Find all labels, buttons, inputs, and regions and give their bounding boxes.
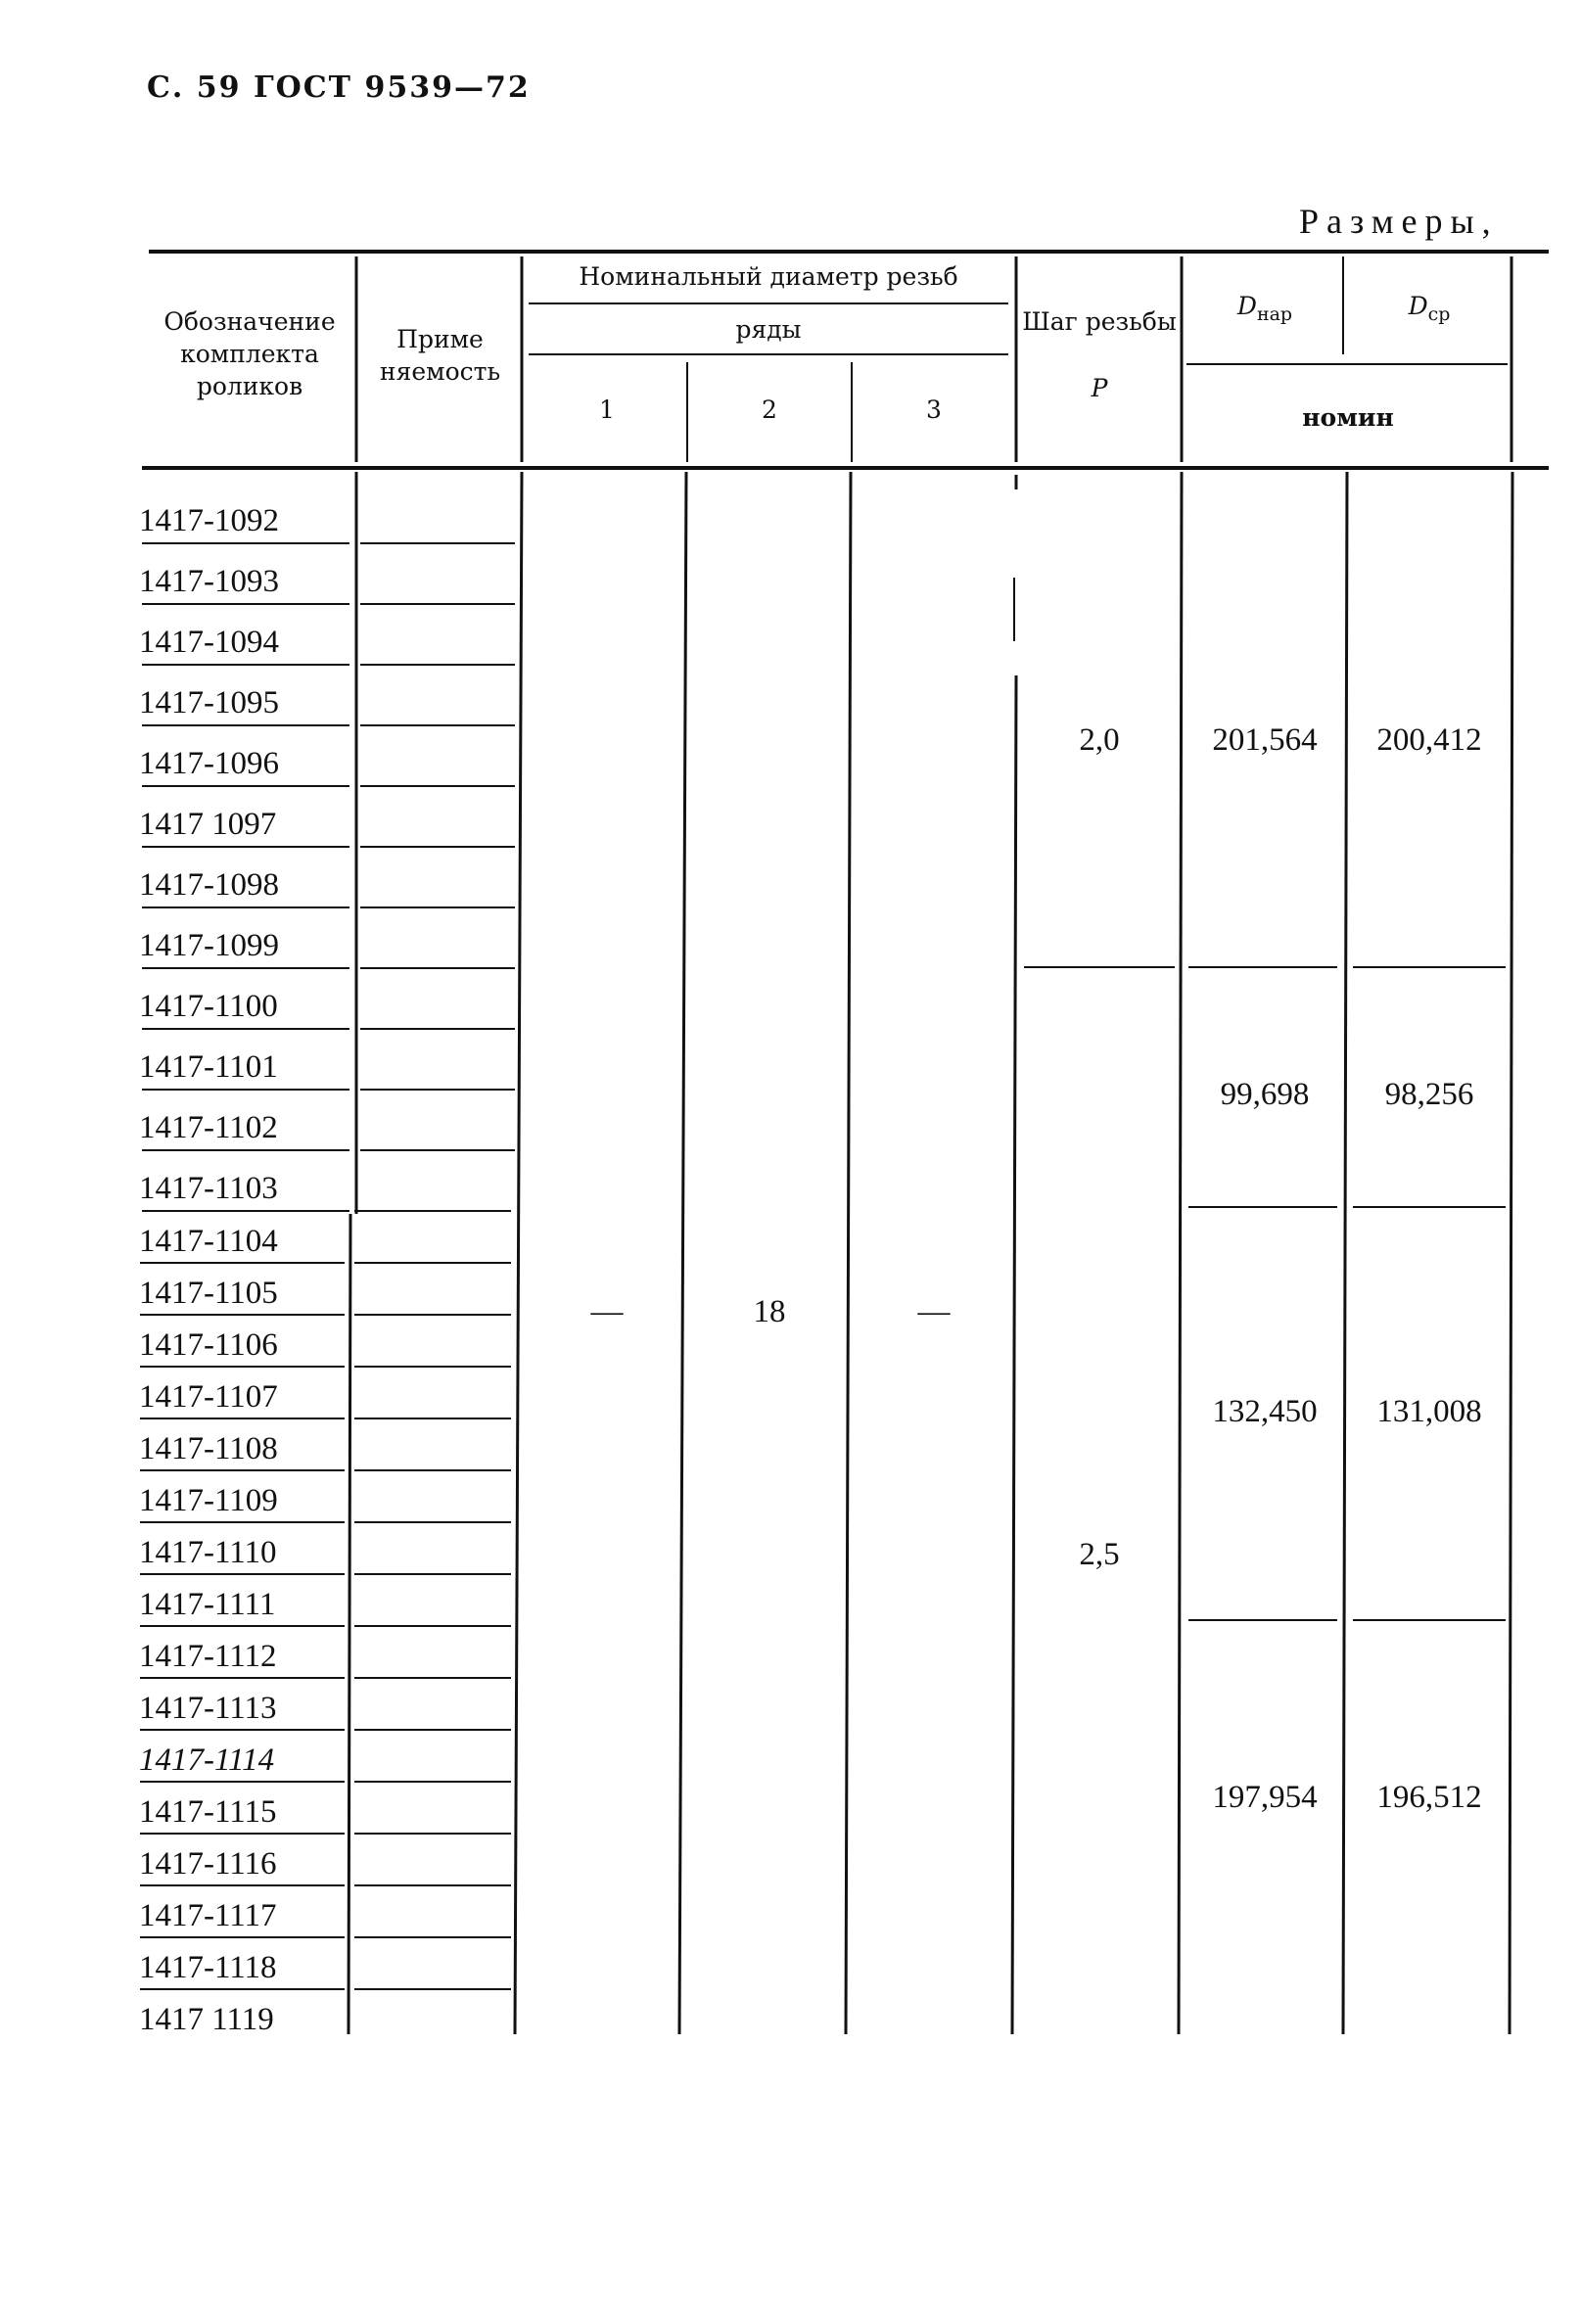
header-d-mean: $D_{ср}$: [1408, 292, 1451, 325]
list-item: 1417-1108: [139, 1431, 278, 1466]
d-outer-value: 99,698: [1220, 1077, 1310, 1112]
list-item: 1417-1107: [139, 1379, 278, 1415]
d-mean-value: 131,008: [1376, 1394, 1482, 1429]
d-outer-value: 201,564: [1212, 722, 1318, 758]
list-item: 1417-1100: [139, 989, 278, 1024]
list-item: 1417-1114: [139, 1743, 275, 1778]
list-item: 1417-1102: [139, 1110, 278, 1145]
list-item: 1417-1095: [139, 685, 279, 720]
list-item: 1417-1117: [139, 1898, 277, 1933]
header-designation: Обозначение комплекта роликов: [163, 307, 336, 400]
list-item: 1417-1098: [139, 867, 279, 903]
list-item: 1417-1101: [139, 1049, 278, 1085]
list-item: 1417-1113: [139, 1691, 277, 1726]
row2-value: 18: [753, 1294, 786, 1329]
page-header: С. 59 ГОСТ 9539—72: [147, 70, 531, 105]
d-mean-value: 200,412: [1376, 722, 1482, 758]
list-item: 1417-1092: [139, 503, 279, 538]
header-rows: ряды: [735, 315, 802, 344]
d-outer-value: 197,954: [1212, 1780, 1318, 1815]
header-applicability: Приме няемость: [379, 325, 501, 386]
list-item: 1417-1094: [139, 625, 279, 660]
header-nominal-diameter: Номинальный диаметр резьб: [579, 262, 958, 291]
header-pitch-symbol: P: [1091, 374, 1108, 402]
header-row-1: 1: [599, 395, 615, 424]
header-row-2: 2: [762, 395, 777, 424]
list-item: 1417-1096: [139, 746, 279, 781]
list-item: 1417-1099: [139, 928, 279, 963]
list-item: 1417-1110: [139, 1535, 277, 1570]
pitch-value-1: 2,0: [1079, 722, 1120, 758]
header-nominal: номин: [1302, 403, 1394, 432]
header-d-outer: $D_{нар}$: [1236, 292, 1293, 325]
header-row-3: 3: [926, 395, 942, 424]
list-item: 1417 1119: [139, 2002, 274, 2037]
pitch-value-2: 2,5: [1079, 1537, 1120, 1572]
d-mean-value: 98,256: [1384, 1077, 1474, 1112]
list-item: 1417-1103: [139, 1171, 278, 1206]
list-item: 1417-1106: [139, 1327, 278, 1363]
list-item: 1417-1111: [139, 1587, 276, 1622]
row3-value: —: [917, 1294, 951, 1329]
header-pitch: Шаг резьбы: [1022, 307, 1177, 336]
row1-value: —: [590, 1294, 624, 1329]
d-mean-value: 196,512: [1376, 1780, 1482, 1815]
list-item: 1417-1104: [139, 1224, 278, 1259]
list-item: 1417-1116: [139, 1846, 277, 1882]
list-item: 1417 1097: [139, 807, 277, 842]
list-item: 1417-1115: [139, 1794, 277, 1830]
list-item: 1417-1109: [139, 1483, 278, 1518]
list-item: 1417-1118: [139, 1950, 277, 1985]
list-item: 1417-1093: [139, 564, 279, 599]
d-outer-value: 132,450: [1212, 1394, 1318, 1429]
list-item: 1417-1105: [139, 1276, 278, 1311]
units-label: Размеры,: [1299, 202, 1499, 241]
list-item: 1417-1112: [139, 1639, 277, 1674]
